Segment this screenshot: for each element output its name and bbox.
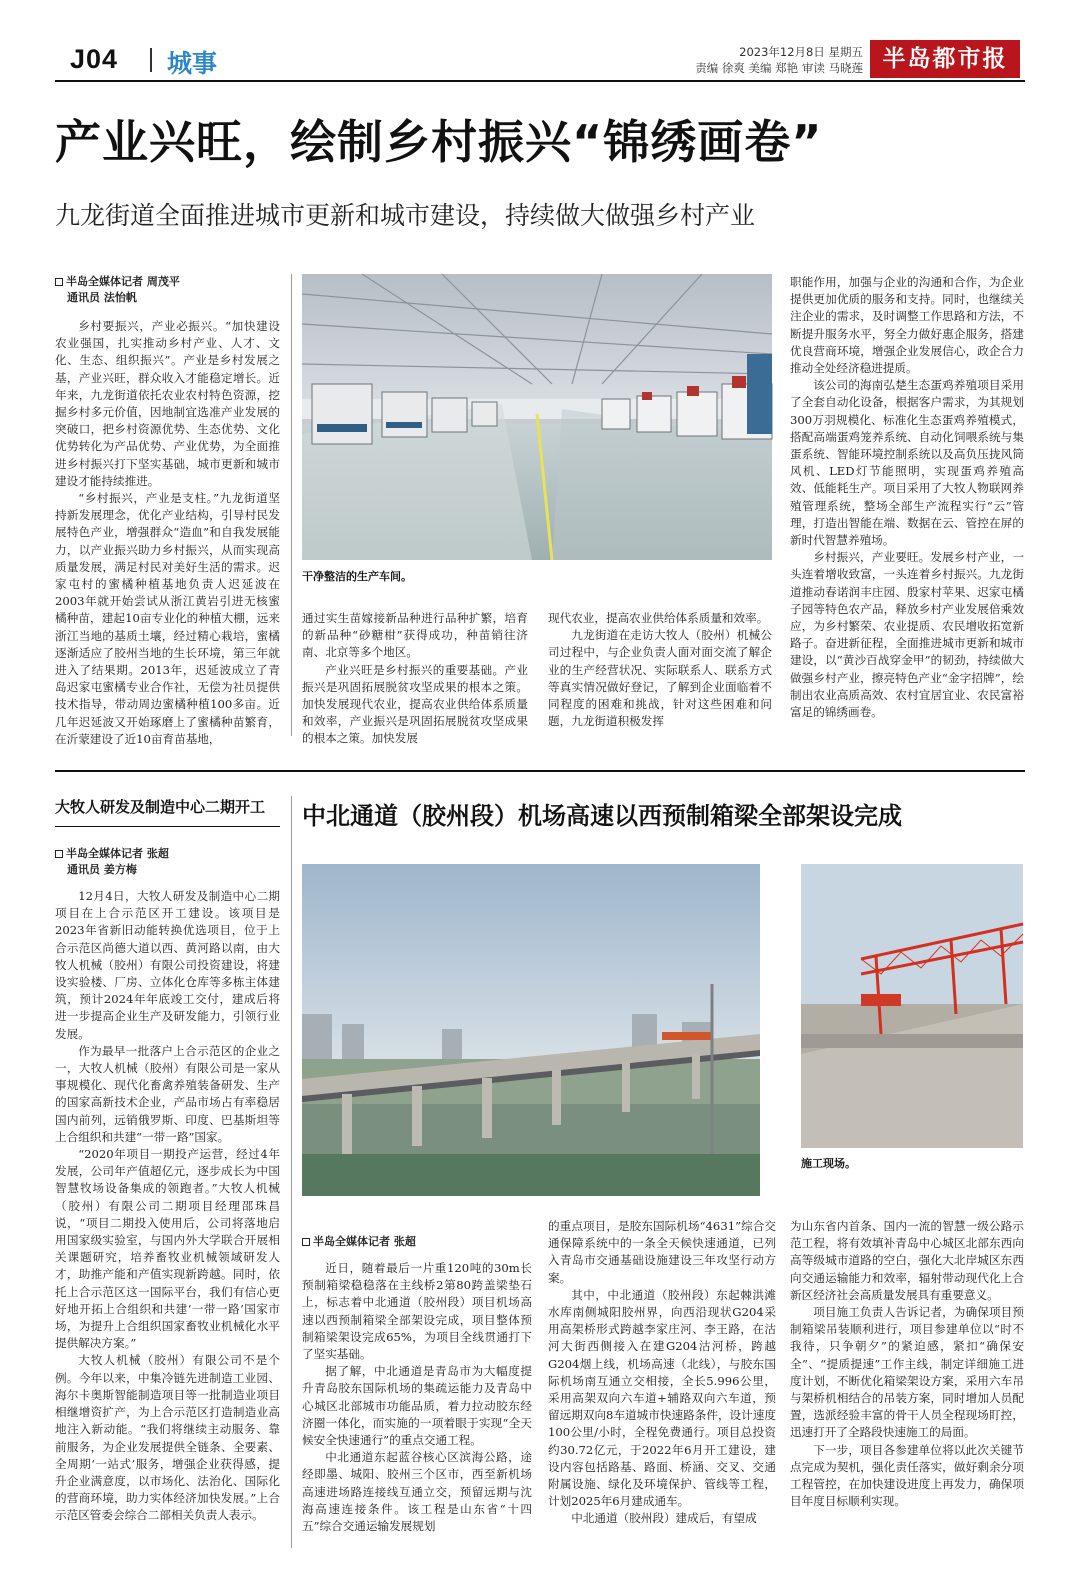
byline-square-icon	[302, 1238, 310, 1246]
article2-title-rule	[55, 826, 280, 827]
article3-title: 中北通道（胶州段）机场高速以西预制箱梁全部架设完成	[302, 802, 902, 830]
article2-byline: 半岛全媒体记者 张超 通讯员 姜方梅	[55, 846, 280, 878]
viaduct-photo	[302, 864, 760, 1196]
article1-byline: 半岛全媒体记者 周茂平 通讯员 法怡帆	[55, 274, 295, 306]
article1-column-1: 乡村要振兴，产业必振兴。“加快建设农业强国，扎实推动乡村产业、人才、文化、生态、组织振兴”。产业是乡村发展之基，产业兴旺，群众收入才能稳定增长。近年来，九龙街道依托农业农村特色资源，挖掘乡村多元价值，因地制宜选准产业发展的突破口，把乡村资源优势、生态优势、文化优势转化为产品优势、产业优势，为全面推进乡村振兴打下坚实基础，城市更新和城市建设才能持续推进。 “乡村振兴，产业是支柱。”九龙街道坚持新发展理念，优化产业结构，引导村民发展特色产业，增强群众“造血”和自我发展能力，以产业振兴助力乡村振兴，从而实现高质量发展，满足村民对美好生活的需求。迟家屯村的蜜橘种植基地负责人迟延波在2003年就开始尝试从浙江黄岩引进无核蜜橘种苗，建起10亩专业化的种植大棚，远来浙江当地的基质土壤，经过精心栽培，蜜橘逐渐适应了胶州当地的生长环境，第三年就进入了结果期。2013年，迟延波成立了青岛迟家屯蜜橘专业合作社，无偿为社员提供技术指导，带动周边蜜橘种植100多亩。近几年迟延波又开始琢磨上了蜜橘种苗繁育，在沂蒙建设了近10亩育苗基地，	[55, 319, 280, 746]
factory-photo-caption: 干净整洁的生产车间。	[302, 570, 412, 583]
article3-byline: 半岛全媒体记者 张超	[302, 1234, 532, 1250]
factory-photo-drawing	[302, 274, 772, 560]
article3-column-2: 的重点项目，是胶东国际机场“4631”综合交通保障系统中的一条全天候快速通道，已列入青岛市交通基础设施建设三年攻坚行动方案。 其中，中北通道（胶州段）东起棘洪滩水库南侧城阳胶州界，向西沿现状G204采用高架桥形式跨越李家庄河、李王路，在沽河大街西侧接入在建G204沽河桥，跨越G204烟上线，机场高速（北线），与胶东国际机场南互通立交相接，全长5.996公里，采用高架双向六车道+辅路双向六车道，预留远期双向8车道城市快速路条件，设计速度100公里/小时，全程免费通行。项目总投资约30.72亿元，于2022年6月开工建设，建设内容包括路基、路面、桥涵、交叉、交通附属设施、绿化及环境保护、管线等工程，计划2025年6月建成通车。 中北通道（胶州段）建成后，有望成	[548, 1219, 776, 1526]
byline-square-icon	[55, 850, 63, 858]
viaduct-photo-drawing	[302, 864, 760, 1196]
column-divider	[291, 796, 292, 1548]
factory-workshop-photo	[302, 274, 772, 560]
article2-title: 大牧人研发及制造中心二期开工	[55, 798, 266, 816]
byline-square-icon	[55, 278, 63, 286]
article-separator	[55, 770, 1025, 772]
article1-column-3: 现代农业，提高农业供给体系质量和效率。 九龙街道在走访大牧人（胶州）机械公司过程中，与企业负责人面对面交流了解企业的生产经营状况、实际联系人、联系方式等真实情况做好登记，了解到企业面临着不同程度的困难和挑战，针对这些困难和问题，九龙街道积极发挥	[548, 611, 772, 729]
bridge-crane-photo	[801, 864, 1023, 1148]
issue-date: 2023年12月8日 星期五	[739, 45, 863, 59]
section-divider	[150, 48, 152, 72]
article3-column-3: 为山东省内首条、国内一流的智慧一级公路示范工程，将有效填补青岛中心城区北部东西向高等级城市道路的空白，强化大北岸城区东西向交通运输能力和效率，辐射带动现代化上合新区经济社会高质量发展具有重要意义。 项目施工负责人告诉记者，为确保项目预制箱梁吊装顺利进行，项目参建单位以“时不我待，只争朝夕”的紧迫感，紧扣“确保安全”、“提质提速”工作主线，制定详细施工进度计划，不断优化箱梁架设方案，采用六车吊与架桥机相结合的吊装方案，同时增加人员配置，选派经验丰富的骨干人员全程现场盯控，迅速打开了全路段快速施工的局面。 下一步，项目各参建单位将以此次关键节点完成为契机，强化责任落实，做好剩余分项工程管控，在加快建设进度上再发力，确保项目年度目标顺利实现。	[790, 1219, 1024, 1509]
crane-photo-drawing	[801, 864, 1023, 1148]
article1-title: 产业兴旺，绘制乡村振兴“锦绣画卷”	[55, 115, 823, 169]
article1-column-4: 职能作用，加强与企业的沟通和合作，为企业提供更加优质的服务和支持。同时，也继续关注企业的需求，及时调整工作思路和方法，不断提升服务水平，努全力做好惠企服务，搭建优良营商环境，增强企业发展信心，政企合力推动全处经济稳进提质。 该公司的海南弘楚生态蛋鸡养殖项目采用了全套自动化设备，根据客户需求，为其规划300万羽规模化、标准化生态蛋鸡养殖模式，搭配高端蛋鸡笼养系统、自动化饲喂系统与集蛋系统、智能环境控制系统以及高负压拢风筒风机、LED灯节能照明，实现蛋鸡养殖高效、低能耗生产。项目采用了大牧人物联网养殖管理系统，整场全部生产流程实行“云”管理，打造出智能在端、数据在云、管控在屏的新时代智慧养殖场。 乡村振兴，产业要旺。发展乡村产业，一头连着增收致富，一头连着乡村振兴。九龙街道推动春诺润丰庄园、殷家村苹果、迟家屯橘子园等特色农产品，释放乡村产业发展倍乘效应，为乡村繁荣、农业提质、农民增收拓宽新路子。奋进新征程，全面推进城市更新和城市建设，以“黄沙百战穿金甲”的韧劲，持续做大做强乡村产业，擦亮特色产业“金字招牌”，绘制出农业高质高效、农村宜居宜业、农民富裕富足的锦绣画卷。	[790, 275, 1024, 720]
section-name: 城事	[167, 49, 218, 78]
editors-line: 责编 徐爽 美编 郑艳 审读 马晓莲	[695, 61, 863, 75]
article1-subtitle: 九龙街道全面推进城市更新和城市建设，持续做大做强乡村产业	[55, 201, 756, 230]
header-rule	[55, 80, 1025, 82]
article1-column-2: 通过实生苗嫁接新品种进行品种扩繁，培育的新品种“砂糖柑”获得成功，种苗销往济南、北京等多个地区。 产业兴旺是乡村振兴的重要基础。产业振兴是巩固拓展脱贫攻坚成果的根本之策。加快发展现代农业，提高农业供给体系质量和效率，产业振兴是巩固拓展脱贫攻坚成果的根本之策。加快发展	[302, 611, 528, 746]
header-info	[651, 44, 863, 76]
newspaper-masthead: 半岛都市报	[870, 40, 1020, 78]
page-number: J04	[70, 44, 119, 74]
column-divider	[291, 274, 292, 736]
article3-column-1: 近日，随着最后一片重120吨的30m长预制箱梁稳稳落在主线桥2第80跨盖梁垫石上，标志着中北通道（胶州段）项目机场高速以西预制箱梁全部架设完成，项目整体预制箱梁架设完成65%，为项目全线贯通打下了坚实基础。 据了解，中北通道是青岛市为大幅度提升青岛胶东国际机场的集疏运能力及青岛中心城区北部城市功能品质，着力拉动胶东经济圈一体化，而实施的一项着眼于实现“全天候安全快速通行”的重点交通工程。 中北通道东起蓝谷核心区滨海公路，途经即墨、城阳、胶州三个区市，西至新机场高速进场路连接线互通立交，预留远期与沈海高速连接条件。该工程是山东省“十四五”综合交通运输发展规划	[302, 1261, 532, 1534]
article2-body: 12月4日，大牧人研发及制造中心二期项目在上合示范区开工建设。该项目是2023年省新旧动能转换优选项目，位于上合示范区尚德大道以西、黄河路以南，由大牧人机械（胶州）有限公司投资建设，将建设实验楼、厂房、立体化仓库等多栋主体建筑，预计2024年年底竣工交付，建成后将进一步提高企业生产及研发能力，引领行业发展。 作为最早一批落户上合示范区的企业之一，大牧人机械（胶州）有限公司是一家从事规模化、现代化畜禽养殖装备研发、生产的国家高新技术企业，产品市场占有率稳居国内前列，远销俄罗斯、印度、巴基斯坦等上合组织和共建“一带一路”国家。 “2020年项目一期投产运营，经过4年发展，公司年产值超亿元，逐步成长为中国智慧牧场设备集成的领跑者。”大牧人机械（胶州）有限公司二期项目经理邵珠昌说，“项目二期投入使用后，公司将落地启用国家级实验室，与国内外大学联合开展相关课题研究，培养畜牧业机械领域研发人才，助推产能和产值实现新跨越。同时，依托上合示范区这一国际平台，我们有信心更好地开拓上合组织和共建‘一带一路’国家市场，为提升上合组织国家畜牧业机械化水平提供解决方案。” 大牧人机械（胶州）有限公司不是个例。今年以来，中集冷链先进制造工业园、海尔卡奥斯智能制造项目等一批制造业项目相继增资扩产，为上合示范区打造制造业高地注入新动能。“我们将继续主动服务、靠前服务，为企业发展提供全链条、全要素、全周期‘一站式’服务，增强企业获得感，提升企业满意度，以市场化、法治化、国际化的营商环境，助力实体经济加快发展。”上合示范区管委会综合二部相关负责人表示。	[55, 889, 280, 1523]
crane-photo-caption: 施工现场。	[801, 1157, 856, 1170]
